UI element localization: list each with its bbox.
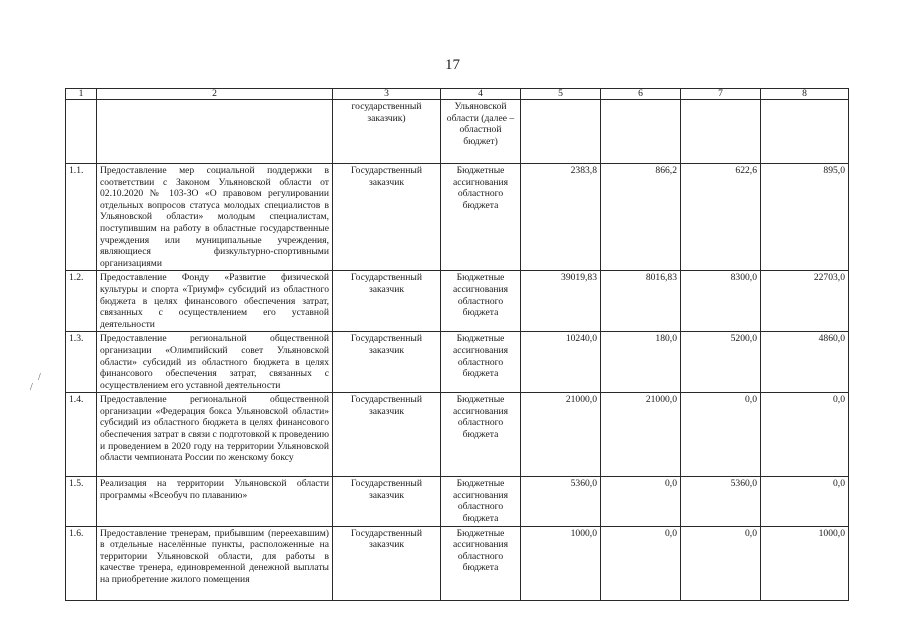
- column-number-row: [66, 89, 849, 100]
- amount-col8: 1000,0: [761, 526, 849, 600]
- row-number: 1.2.: [66, 271, 97, 332]
- scan-mark: /: [30, 382, 33, 393]
- measure-name: Предоставление региональной общественной организации «Федерация бокса Ульяновской области» субсидий из областного бюджета в целях финансового обеспечения затрат в связи с подготовкой к проведению и проведением в 2020 году на территории Ульяновской области чемпионата России по женскому боксу: [97, 393, 333, 477]
- amount-col7: 0,0: [681, 526, 761, 600]
- table-row: [66, 393, 849, 477]
- customer-cell: Государственный заказчик: [333, 477, 441, 526]
- measure-name: Предоставление тренерам, прибывшим (переехавшим) в отдельные населённые пункты, расположенные на территории Ульяновской области, для работы в качестве тренера, единовременной денежной выплаты на приобретение жилого помещения: [97, 526, 333, 600]
- table-row: [66, 271, 849, 332]
- column-number: 4: [441, 89, 521, 100]
- amount-col7: 5200,0: [681, 332, 761, 393]
- measure-name: Предоставление мер социальной поддержки в соответствии с Законом Ульяновской области от 02.10.2020 № 103-ЗО «О правовом регулировании отдельных вопросов статуса молодых специалистов в Ульяновской области» молодым специалистам, поступившим на работу в областные государственные учреждения или муниципальные учреждения, являющиеся физкультурно-спортивными организациями: [97, 164, 333, 271]
- funding-source-cell: Бюджетные ассигнования областного бюджета: [441, 526, 521, 600]
- row-number: 1.6.: [66, 526, 97, 600]
- table-row: [66, 526, 849, 600]
- amount-col6: 180,0: [601, 332, 681, 393]
- measure-name: Реализация на территории Ульяновской области программы «Всеобуч по плаванию»: [97, 477, 333, 526]
- amount-col6: 0,0: [601, 477, 681, 526]
- amount-total: 10240,0: [521, 332, 601, 393]
- amount-col7: 5360,0: [681, 477, 761, 526]
- amount-col6: 8016,83: [601, 271, 681, 332]
- funding-source-cell: Бюджетные ассигнования областного бюджета: [441, 393, 521, 477]
- customer-cell: Государственный заказчик: [333, 164, 441, 271]
- column-number: 8: [761, 89, 849, 100]
- funding-source-cell: Ульяновской области (далее – областной бюджет): [441, 100, 521, 164]
- table-row: [66, 477, 849, 526]
- amount-total: 21000,0: [521, 393, 601, 477]
- amount-col7: 622,6: [681, 164, 761, 271]
- funding-source-cell: Бюджетные ассигнования областного бюджета: [441, 164, 521, 271]
- continuation-row: [66, 100, 849, 164]
- column-number: 6: [601, 89, 681, 100]
- amount-total: 2383,8: [521, 164, 601, 271]
- funding-source-cell: Бюджетные ассигнования областного бюджета: [441, 332, 521, 393]
- amount-col8: 895,0: [761, 164, 849, 271]
- amount-col8: 22703,0: [761, 271, 849, 332]
- row-number: 1.3.: [66, 332, 97, 393]
- customer-cell: Государственный заказчик: [333, 332, 441, 393]
- customer-cell: Государственный заказчик: [333, 526, 441, 600]
- row-number: 1.4.: [66, 393, 97, 477]
- table-row: [66, 332, 849, 393]
- column-number: 7: [681, 89, 761, 100]
- scan-mark: /: [38, 372, 41, 383]
- amount-col7: 8300,0: [681, 271, 761, 332]
- amount-total: 39019,83: [521, 271, 601, 332]
- measure-name: Предоставление региональной общественной организации «Олимпийский совет Ульяновской области» субсидий из областного бюджета в целях финансового обеспечения затрат, связанных с осуществлением его уставной деятельности: [97, 332, 333, 393]
- customer-cell: государственный заказчик): [333, 100, 441, 164]
- column-number: 2: [97, 89, 333, 100]
- column-number: 1: [66, 89, 97, 100]
- amount-col8: 0,0: [761, 393, 849, 477]
- table-row: [66, 164, 849, 271]
- amount-col6: 0,0: [601, 526, 681, 600]
- funding-source-cell: Бюджетные ассигнования областного бюджета: [441, 477, 521, 526]
- program-table: [65, 88, 849, 601]
- customer-cell: Государственный заказчик: [333, 271, 441, 332]
- amount-col6: 866,2: [601, 164, 681, 271]
- amount-col6: 21000,0: [601, 393, 681, 477]
- column-number: 3: [333, 89, 441, 100]
- customer-cell: Государственный заказчик: [333, 393, 441, 477]
- funding-source-cell: Бюджетные ассигнования областного бюджета: [441, 271, 521, 332]
- amount-total: 1000,0: [521, 526, 601, 600]
- amount-col8: 0,0: [761, 477, 849, 526]
- page-number: 17: [445, 57, 460, 73]
- column-number: 5: [521, 89, 601, 100]
- amount-col7: 0,0: [681, 393, 761, 477]
- measure-name: Предоставление Фонду «Развитие физической культуры и спорта «Триумф» субсидий из областного бюджета в целях финансового обеспечения затрат, связанных с осуществлением его уставной деятельности: [97, 271, 333, 332]
- row-number: 1.5.: [66, 477, 97, 526]
- amount-total: 5360,0: [521, 477, 601, 526]
- amount-col8: 4860,0: [761, 332, 849, 393]
- row-number: 1.1.: [66, 164, 97, 271]
